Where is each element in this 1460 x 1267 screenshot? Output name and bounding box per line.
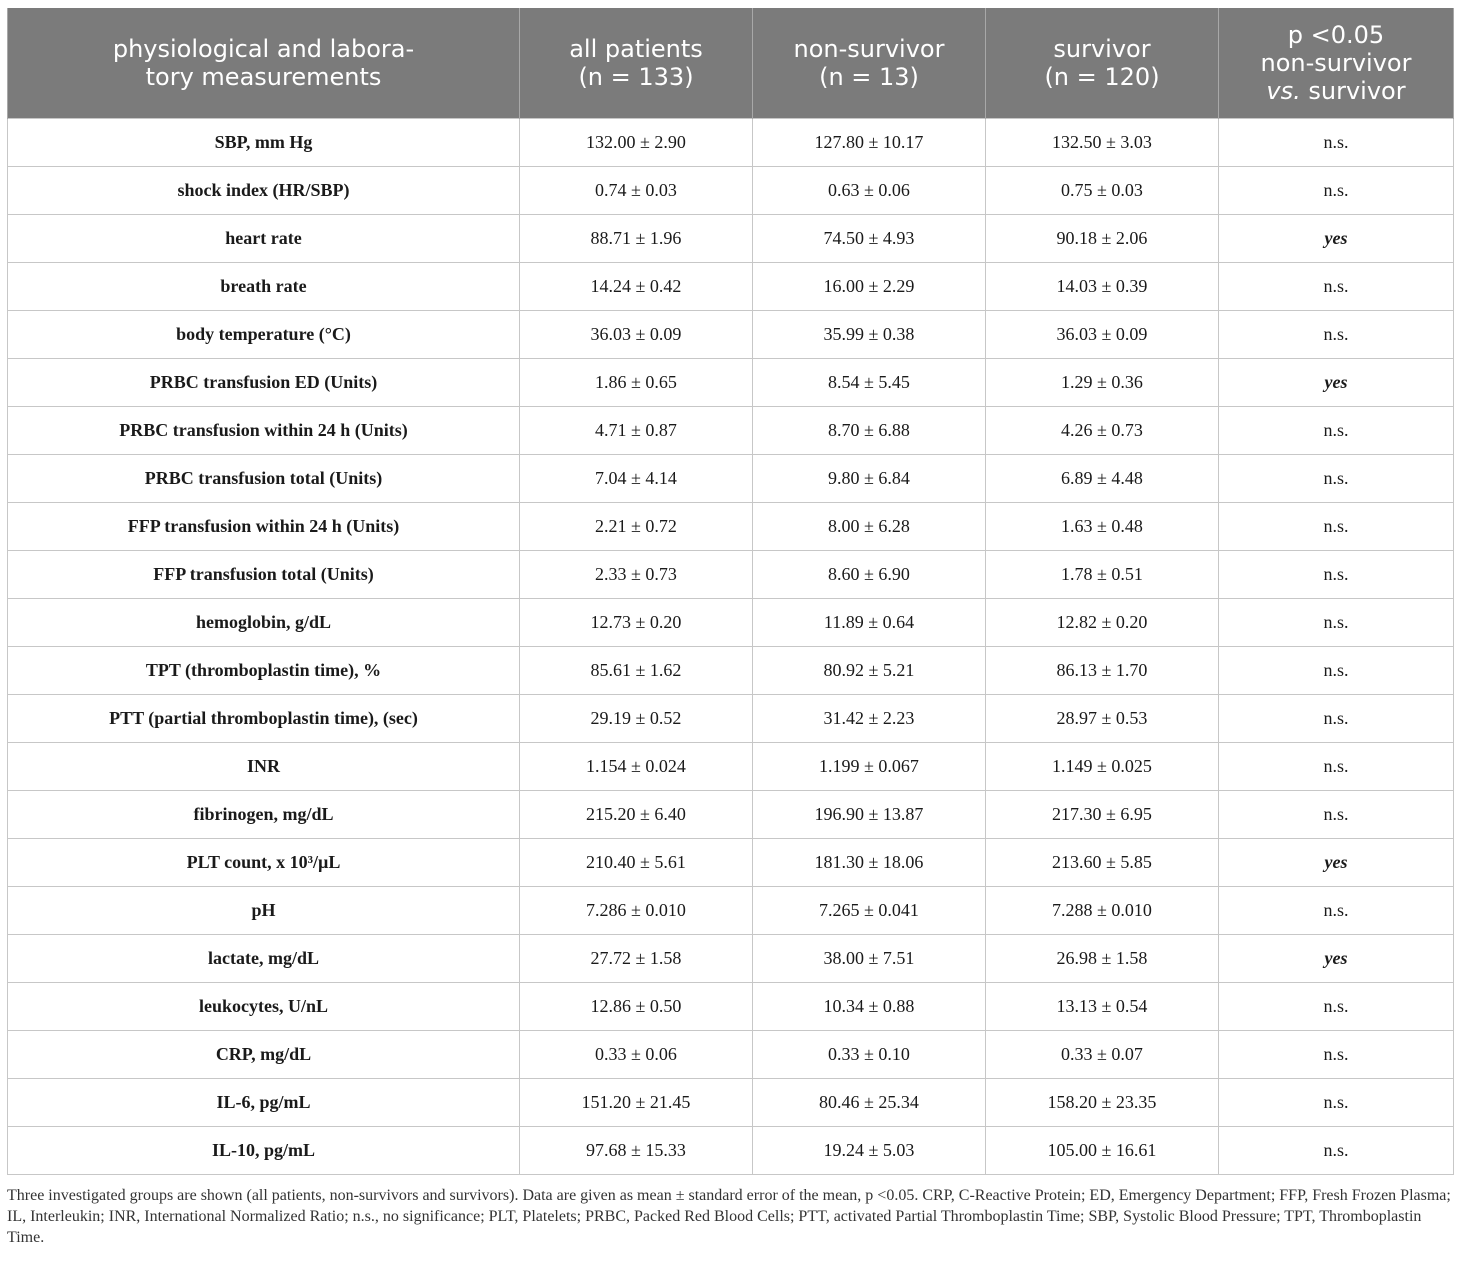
row-label: FFP transfusion within 24 h (Units)	[8, 502, 520, 550]
table-row	[8, 502, 1454, 550]
cell-significance: n.s.	[1219, 262, 1454, 310]
cell-all-patients: 7.04 ± 4.14	[520, 454, 753, 502]
cell-significance: n.s.	[1219, 502, 1454, 550]
cell-non-survivor: 8.00 ± 6.28	[753, 502, 986, 550]
row-label: hemoglobin, g/dL	[8, 598, 520, 646]
cell-survivor: 158.20 ± 23.35	[986, 1078, 1219, 1126]
cell-non-survivor: 16.00 ± 2.29	[753, 262, 986, 310]
header-row	[8, 8, 1454, 118]
table-row	[8, 646, 1454, 694]
cell-significance: n.s.	[1219, 310, 1454, 358]
table-row	[8, 982, 1454, 1030]
cell-non-survivor: 8.60 ± 6.90	[753, 550, 986, 598]
cell-non-survivor: 35.99 ± 0.38	[753, 310, 986, 358]
cell-survivor: 86.13 ± 1.70	[986, 646, 1219, 694]
cell-survivor: 28.97 ± 0.53	[986, 694, 1219, 742]
cell-non-survivor: 80.92 ± 5.21	[753, 646, 986, 694]
cell-significance: n.s.	[1219, 790, 1454, 838]
cell-significance: n.s.	[1219, 1126, 1454, 1174]
cell-significance: n.s.	[1219, 694, 1454, 742]
cell-significance: n.s.	[1219, 1030, 1454, 1078]
cell-survivor: 0.75 ± 0.03	[986, 166, 1219, 214]
cell-non-survivor: 0.63 ± 0.06	[753, 166, 986, 214]
cell-non-survivor: 196.90 ± 13.87	[753, 790, 986, 838]
header-measurement	[8, 8, 520, 118]
cell-all-patients: 88.71 ± 1.96	[520, 214, 753, 262]
table-row	[8, 454, 1454, 502]
cell-all-patients: 0.33 ± 0.06	[520, 1030, 753, 1078]
header-survivor-line1: survivor	[1053, 34, 1151, 63]
cell-significance: n.s.	[1219, 742, 1454, 790]
cell-significance: yes	[1219, 214, 1454, 262]
row-label: PTT (partial thromboplastin time), (sec)	[8, 694, 520, 742]
row-label: fibrinogen, mg/dL	[8, 790, 520, 838]
cell-non-survivor: 31.42 ± 2.23	[753, 694, 986, 742]
cell-all-patients: 0.74 ± 0.03	[520, 166, 753, 214]
cell-non-survivor: 0.33 ± 0.10	[753, 1030, 986, 1078]
cell-non-survivor: 19.24 ± 5.03	[753, 1126, 986, 1174]
table-row	[8, 214, 1454, 262]
cell-all-patients: 215.20 ± 6.40	[520, 790, 753, 838]
cell-significance: n.s.	[1219, 598, 1454, 646]
table-row	[8, 1126, 1454, 1174]
header-all-patients	[520, 8, 753, 118]
cell-significance: n.s.	[1219, 406, 1454, 454]
row-label: TPT (thromboplastin time), %	[8, 646, 520, 694]
row-label: shock index (HR/SBP)	[8, 166, 520, 214]
table-header	[8, 8, 1454, 118]
cell-all-patients: 29.19 ± 0.52	[520, 694, 753, 742]
cell-significance: yes	[1219, 934, 1454, 982]
cell-significance: yes	[1219, 358, 1454, 406]
cell-all-patients: 4.71 ± 0.87	[520, 406, 753, 454]
cell-non-survivor: 74.50 ± 4.93	[753, 214, 986, 262]
cell-significance: n.s.	[1219, 1078, 1454, 1126]
cell-significance: n.s.	[1219, 982, 1454, 1030]
cell-non-survivor: 11.89 ± 0.64	[753, 598, 986, 646]
cell-all-patients: 132.00 ± 2.90	[520, 118, 753, 166]
row-label: IL-10, pg/mL	[8, 1126, 520, 1174]
cell-non-survivor: 1.199 ± 0.067	[753, 742, 986, 790]
cell-survivor: 12.82 ± 0.20	[986, 598, 1219, 646]
row-label: CRP, mg/dL	[8, 1030, 520, 1078]
cell-all-patients: 85.61 ± 1.62	[520, 646, 753, 694]
cell-survivor: 1.149 ± 0.025	[986, 742, 1219, 790]
row-label: PRBC transfusion total (Units)	[8, 454, 520, 502]
table-row	[8, 310, 1454, 358]
row-label: INR	[8, 742, 520, 790]
cell-non-survivor: 8.54 ± 5.45	[753, 358, 986, 406]
table-row	[8, 358, 1454, 406]
cell-all-patients: 1.154 ± 0.024	[520, 742, 753, 790]
cell-survivor: 105.00 ± 16.61	[986, 1126, 1219, 1174]
cell-all-patients: 12.86 ± 0.50	[520, 982, 753, 1030]
cell-non-survivor: 8.70 ± 6.88	[753, 406, 986, 454]
row-label: leukocytes, U/nL	[8, 982, 520, 1030]
cell-survivor: 6.89 ± 4.48	[986, 454, 1219, 502]
header-significance	[1219, 8, 1454, 118]
header-all-patients-line1: all patients	[569, 34, 703, 63]
table-row	[8, 406, 1454, 454]
header-non-survivor-line2: (n = 13)	[819, 62, 919, 91]
cell-significance: n.s.	[1219, 454, 1454, 502]
table-row	[8, 742, 1454, 790]
cell-non-survivor: 9.80 ± 6.84	[753, 454, 986, 502]
cell-all-patients: 1.86 ± 0.65	[520, 358, 753, 406]
row-label: SBP, mm Hg	[8, 118, 520, 166]
table-row	[8, 694, 1454, 742]
row-label: heart rate	[8, 214, 520, 262]
header-significance-line2: non-survivor	[1260, 48, 1412, 77]
cell-survivor: 0.33 ± 0.07	[986, 1030, 1219, 1078]
table-row	[8, 118, 1454, 166]
header-measurement-line1: physiological and labora-	[112, 34, 415, 63]
cell-significance: yes	[1219, 838, 1454, 886]
table-row	[8, 934, 1454, 982]
table-row	[8, 838, 1454, 886]
cell-survivor: 213.60 ± 5.85	[986, 838, 1219, 886]
cell-non-survivor: 127.80 ± 10.17	[753, 118, 986, 166]
cell-survivor: 7.288 ± 0.010	[986, 886, 1219, 934]
measurements-table	[7, 8, 1454, 1175]
row-label: pH	[8, 886, 520, 934]
table-row	[8, 1030, 1454, 1078]
table-row	[8, 886, 1454, 934]
cell-non-survivor: 38.00 ± 7.51	[753, 934, 986, 982]
cell-survivor: 36.03 ± 0.09	[986, 310, 1219, 358]
table-body	[8, 118, 1454, 1174]
cell-survivor: 26.98 ± 1.58	[986, 934, 1219, 982]
row-label: PRBC transfusion within 24 h (Units)	[8, 406, 520, 454]
cell-all-patients: 2.21 ± 0.72	[520, 502, 753, 550]
header-significance-line1: p <0.05	[1287, 20, 1385, 49]
table-row	[8, 1078, 1454, 1126]
table-row	[8, 166, 1454, 214]
cell-non-survivor: 80.46 ± 25.34	[753, 1078, 986, 1126]
table-row	[8, 598, 1454, 646]
header-all-patients-line2: (n = 133)	[578, 62, 694, 91]
row-label: breath rate	[8, 262, 520, 310]
cell-survivor: 14.03 ± 0.39	[986, 262, 1219, 310]
cell-survivor: 1.63 ± 0.48	[986, 502, 1219, 550]
cell-non-survivor: 10.34 ± 0.88	[753, 982, 986, 1030]
header-non-survivor-line1: non-survivor	[793, 34, 945, 63]
cell-all-patients: 151.20 ± 21.45	[520, 1078, 753, 1126]
cell-survivor: 132.50 ± 3.03	[986, 118, 1219, 166]
cell-survivor: 90.18 ± 2.06	[986, 214, 1219, 262]
row-label: PRBC transfusion ED (Units)	[8, 358, 520, 406]
cell-all-patients: 36.03 ± 0.09	[520, 310, 753, 358]
cell-all-patients: 12.73 ± 0.20	[520, 598, 753, 646]
header-significance-line3: vs. survivor	[1266, 76, 1406, 105]
cell-all-patients: 27.72 ± 1.58	[520, 934, 753, 982]
row-label: PLT count, x 10³/µL	[8, 838, 520, 886]
cell-survivor: 1.78 ± 0.51	[986, 550, 1219, 598]
row-label: FFP transfusion total (Units)	[8, 550, 520, 598]
cell-significance: n.s.	[1219, 550, 1454, 598]
cell-all-patients: 210.40 ± 5.61	[520, 838, 753, 886]
row-label: IL-6, pg/mL	[8, 1078, 520, 1126]
cell-survivor: 1.29 ± 0.36	[986, 358, 1219, 406]
cell-survivor: 217.30 ± 6.95	[986, 790, 1219, 838]
cell-all-patients: 2.33 ± 0.73	[520, 550, 753, 598]
table-document	[7, 8, 1453, 1248]
table-row	[8, 262, 1454, 310]
cell-all-patients: 97.68 ± 15.33	[520, 1126, 753, 1174]
row-label: body temperature (°C)	[8, 310, 520, 358]
cell-significance: n.s.	[1219, 646, 1454, 694]
cell-all-patients: 14.24 ± 0.42	[520, 262, 753, 310]
cell-all-patients: 7.286 ± 0.010	[520, 886, 753, 934]
cell-survivor: 4.26 ± 0.73	[986, 406, 1219, 454]
header-survivor	[986, 8, 1219, 118]
table-row	[8, 550, 1454, 598]
cell-significance: n.s.	[1219, 166, 1454, 214]
cell-significance: n.s.	[1219, 886, 1454, 934]
header-measurement-line2: tory measurements	[145, 62, 382, 91]
header-non-survivor	[753, 8, 986, 118]
cell-survivor: 13.13 ± 0.54	[986, 982, 1219, 1030]
table-row	[8, 790, 1454, 838]
table-footnote: Three investigated groups are shown (all patients, non-survivors and survivors). Data are given as mean ± standard error of the mean, p <0.05. CRP, C-Reactive Protein; ED, Emergency Department; FFP, Fresh Frozen Plasma; IL, Interleukin; INR, International Normalized Ratio; n.s., no significance; PLT, Platelets; PRBC, Packed Red Blood Cells; PTT, activated Partial Thromboplastin Time; SBP, Systolic Blood Pressure; TPT, Thromboplastin Time.	[7, 1186, 1451, 1246]
header-survivor-line2: (n = 120)	[1044, 62, 1160, 91]
cell-non-survivor: 181.30 ± 18.06	[753, 838, 986, 886]
cell-non-survivor: 7.265 ± 0.041	[753, 886, 986, 934]
row-label: lactate, mg/dL	[8, 934, 520, 982]
cell-significance: n.s.	[1219, 118, 1454, 166]
